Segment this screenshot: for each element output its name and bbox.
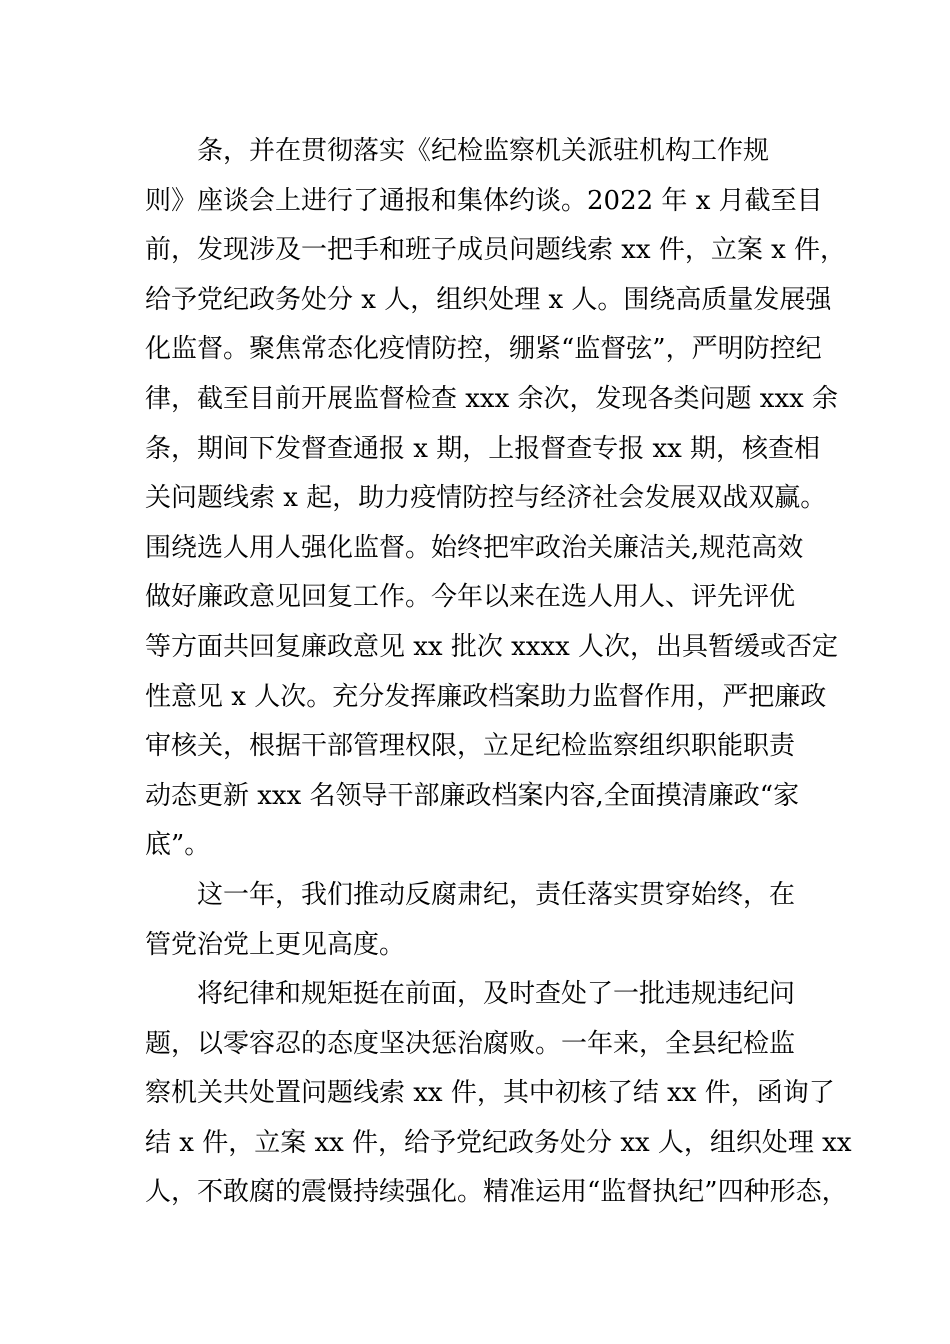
text-line: 则》座谈会上进行了通报和集体约谈。2022 年 x 月截至目 bbox=[145, 185, 823, 216]
text-line: 审核关，根据干部管理权限，立足纪检监察组织职能职责 bbox=[145, 731, 796, 762]
text-line: 人，不敢腐的震慑持续强化。精准运用“监督执纪”四种形态， bbox=[145, 1177, 848, 1208]
text-line: 律，截至目前开展监督检查 xxx 余次，发现各类问题 xxx 余 bbox=[145, 383, 839, 414]
text-line: 做好廉政意见回复工作。今年以来在选人用人、评先评优 bbox=[145, 582, 796, 613]
text-line: 动态更新 xxx 名领导干部廉政档案内容,全面摸清廉政“家 bbox=[145, 780, 800, 811]
text-line: 围绕选人用人强化监督。始终把牢政治关廉洁关,规范高效 bbox=[145, 532, 804, 563]
text-line: 性意见 x 人次。充分发挥廉政档案助力监督作用，严把廉政 bbox=[145, 681, 827, 712]
text-line: 结 x 件，立案 xx 件，给予党纪政务处分 xx 人，组织处理 xx bbox=[145, 1127, 852, 1158]
text-line: 这一年，我们推动反腐肃纪，责任落实贯穿始终，在 bbox=[197, 879, 796, 910]
text-line: 给予党纪政务处分 x 人，组织处理 x 人。围绕高质量发展强 bbox=[145, 284, 832, 315]
text-line: 条，并在贯彻落实《纪检监察机关派驻机构工作规 bbox=[197, 136, 770, 166]
text-line: 等方面共回复廉政意见 xx 批次 xxxx 人次，出具暂缓或否定 bbox=[145, 631, 839, 662]
text-line: 前，发现涉及一把手和班子成员问题线索 xx 件，立案 x 件， bbox=[145, 235, 847, 266]
text-line: 化监督。聚焦常态化疫情防控，绷紧“监督弦”，严明防控纪 bbox=[145, 334, 822, 365]
document-body bbox=[145, 127, 852, 1218]
text-line: 将纪律和规矩挺在前面，及时查处了一批违规违纪问 bbox=[197, 979, 796, 1010]
text-line: 察机关共处置问题线索 xx 件，其中初核了结 xx 件，函询了 bbox=[145, 1078, 835, 1109]
text-line: 条，期间下发督查通报 x 期，上报督查专报 xx 期，核查相 bbox=[145, 433, 821, 464]
text-line: 题，以零容忍的态度坚决惩治腐败。一年来，全县纪检监 bbox=[145, 1028, 796, 1059]
text-line: 关问题线索 x 起，助力疫情防控与经济社会发展双战双赢。 bbox=[145, 483, 827, 514]
text-line: 底”。 bbox=[145, 830, 211, 861]
text-line: 管党治党上更见高度。 bbox=[145, 929, 406, 960]
